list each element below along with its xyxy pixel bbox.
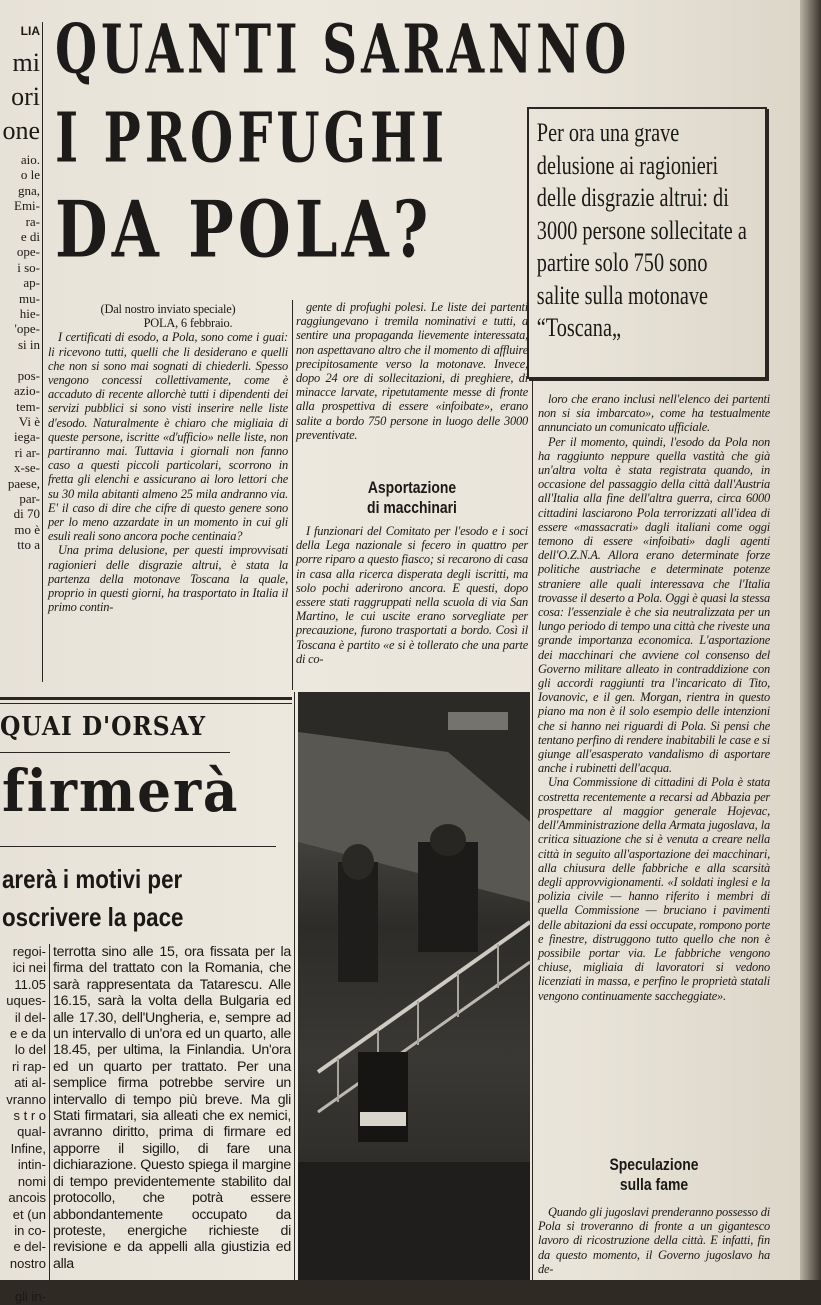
fragment-line: uques- [6, 993, 46, 1009]
fragment-line: e del- [13, 1239, 46, 1255]
fragment-line: regoi- [12, 944, 46, 959]
paragraph: Per il momento, quindi, l'esodo da Pola non ha raggiunto neppure quella vastità che già un'altra volta è stata registrata quando, in occasione del passaggio della città dall'Austria all'Italia alla fine dell'altra guerra, circa 6000 cittadini lasciarono Pola terrorizzati all'idea di essere «massacrati» dagli italiani come oggi temono di essere «infoibati» dagli agenti dell'O.Z.N.A. Allora erano determinate forze politiche austriache e determinate potenze straniere alle quali interessava che l'Italia trovasse il deserto a Pola. Oggi è quasi la stessa cosa: l'essenziale è che sia neutralizzata per un lungo periodo di tempo una città che riveste una grande importanza economica. L'asportazione dei macchinari che avviene col consenso del Governo militare alleato in contraddizione con gli accordi raggiunti tra l'incaricato di Tito, Iovanovic, e il gen. Morgan, rientra in questo piano ma non è il solo esempio delle intenzioni che si hanno nei riguardi di Pola. Si pensi che tentano perfino di rendere inabitabili le case e si giunge all'esasperato vandalismo di asportare anche i rubinetti dell'acqua. [538, 434, 770, 776]
fragment-line: tem- [16, 398, 40, 414]
fragment-line: ati al- [14, 1075, 46, 1091]
col1-body [48, 330, 288, 614]
subhead-machines [317, 478, 507, 518]
fragment-line [0, 1272, 46, 1288]
paragraph: Una Commissione di cittadini di Pola è stata costretta recentemente a recarsi ad Abbazia per prospettare al maggior generale Hojevac, dell'Amministrazione della Armata jugoslava, la critica situazione che si è venuta a creare nella città in seguito all'asportazione dei macchinari, alla chiusura delle fabbriche e alla scarsità degli approvvigionamenti. «I soldati inglesi e la polizia civile — hanno riferito i membri di quella Commissione — bruciano i pavimenti delle abitazioni da essi occupate, rompono porte e finestre, distruggono tutto quello che non è possibile portar via. Le fabbriche vengono chiuse, migliaia di lavoratori si vedono licenziati in massa, e perfino le proprietà statali vengono continuamente saccheggiate». [538, 775, 770, 1003]
deck-text: Per ora una grave delusione ai ragionieri delle disgrazie altrui: di 3000 persone sollecitate a partire solo 750 sono salite sulla motonave “Toscana„ [536, 118, 747, 342]
fragment-line: x-se- [14, 460, 40, 476]
fragment-line: i so- [17, 259, 40, 275]
fragment-line: si in [17, 336, 40, 352]
fragment-line [0, 352, 40, 367]
paragraph: Una prima delusione, per questi improvvisati ragionieri delle disgrazie altrui, è stata la partenza della motonave Toscana la quale, proprio in questi giorni, ha trasportato in Italia il primo contin- [48, 543, 288, 615]
paragraph: I certificati di esodo, a Pola, sono come i guai: li ricevono tutti, quelli che li desiderano e quelli che non si sono mai sognati di chiederli. Spesso vengono concessi collettivamente, come è accaduto di recente allorchè tutti i dipendenti dei servizi pubblici si sono visti inserire nelle liste d'esodo. Naturalmente è chiaro che migliaia di queste persone, iscritte «d'ufficio» nelle liste, non partiranno mai. Tuttavia i giornali non fanno caso a questi piccoli particolari, scorrono in fretta gli elenchi e assicurano ai loro lettori che su 30 mila abitanti almeno 25 mila andranno via. E' il caso di dire che cifre di questo genere sono per lo meno azzardate in un momento in cui gli esuli reali sono ancora poche centinaia? [48, 330, 288, 544]
fragment-line: mo è [14, 521, 40, 537]
quai-left-fragments [0, 944, 46, 1304]
fragment-line: ri ar- [14, 444, 40, 460]
fragment-line: mi [12, 48, 40, 77]
fragment-line: ancois [8, 1190, 46, 1206]
fragment-line: nomi [17, 1173, 46, 1189]
col2-body [296, 300, 528, 442]
fragment-line: par- [19, 490, 40, 506]
dateline-credit: (Dal nostro inviato speciale) [100, 302, 236, 316]
column-rule-1 [42, 22, 43, 682]
column-rule-3 [532, 380, 533, 1280]
quai-left-lines [0, 944, 46, 1305]
col3-body [538, 392, 770, 1003]
quai-column-rule [49, 944, 50, 1280]
paragraph: gente di profughi polesi. Le liste dei partenti raggiungevano i tremila nominativi e tutti, a sentire una propaganda lievemente interessata, non aspettavano altro che il momento di affluire precipitosamente verso la motonave. Invece, dopo 24 ore di sollecitazioni, di preghiere, di minacce larvate, ripetutamente messe di fronte alla prospettiva di essere «infoibate», erano salite a bordo 750 persone in luogo delle 3000 preventivate. [296, 300, 528, 442]
fragment-line: o le [20, 167, 40, 183]
left-fragment-column [0, 18, 40, 678]
fragment-line: vranno [6, 1091, 46, 1107]
paragraph: loro che erano inclusi nell'elenco dei partenti non si sia imbarcato», come ha testualmente annunciato un comunicato ufficiale. [538, 392, 770, 435]
quai-subhead-1: arerà i motivi per [2, 864, 183, 894]
article-column-1 [48, 302, 288, 682]
headline-line-2: I PROFUGHI [55, 97, 449, 179]
fragment-line: ra- [25, 213, 40, 229]
fragment-line: azio- [14, 383, 40, 399]
left-fragment-big [0, 46, 40, 148]
fragment-line: gna, [17, 182, 40, 198]
column-rule-photo [294, 692, 295, 1280]
fragment-line: aio. [20, 152, 40, 167]
photo-drawing [298, 692, 530, 1280]
fragment-line: pos- [17, 367, 40, 383]
article-column-3 [538, 392, 770, 1152]
fragment-line: in co- [14, 1222, 46, 1238]
fragment-line: one [2, 116, 40, 145]
quai-headline: firmerà [2, 757, 240, 825]
paragraph: I funzionari del Comitato per l'esodo e i soci della Lega nazionale si fecero in quattro per porre riparo a questo fiasco; si recarono di casa in casa alla ricerca disperata degli iscritti, ma solo pochi aderirono ancora. E questi, dopo essere stati raggruppati nella scuola di via San Martino, le cui uscite erano sorvegliate per precauzione, furono trasportati a bordo. Così il Toscana è partito «e si è tollerato che una parte di co- [296, 524, 528, 666]
quai-article-text: terrotta sino alle 15, ora fissata per la firma del trattato con la Romania, che sarà rappresentata da Tatarescu. Alle 16.15, sarà la volta della Bulgaria ed alle 17.30, dell'Ungheria, e, sempre ad un intervallo di un'ora ed un quarto, alle 18.45, per ultima, la Finlandia. Un'ora ed un quarto per trattato. Per una semplice firma potrebbe servire un intervallo di tempo più breve. Ma gli Stati firmatari, sia alleati che ex nemici, avranno diritto, prima di firmare ed apporre il sigillo, di fare una dichiarazione. Questo spiega il margine di tempo previdentemente stabilito dal protocollo, che potrà essere abbondantemente occupato da proteste, energiche richieste di revisione e da appelli alla giustizia ed alla [53, 944, 291, 1272]
fragment-line: intin- [17, 1157, 46, 1173]
fragment-line: tto a [17, 537, 40, 553]
subhead-speculation [559, 1155, 749, 1195]
quai-subhead-2: oscrivere la pace [2, 902, 184, 932]
fragment-line: Vi è [18, 413, 40, 429]
page-edge-shadow [800, 0, 821, 1280]
fragment-line: Infine, [10, 1140, 46, 1156]
fragment-line: mu- [19, 290, 40, 306]
article-column-2 [296, 300, 528, 475]
article-column-3b [538, 1205, 770, 1280]
subhead-machines-line2: di macchinari [367, 498, 457, 517]
fragment-line: Emi- [14, 198, 40, 214]
dateline-place: POLA, 6 febbraio. [143, 316, 233, 331]
column-rule-2 [292, 300, 293, 690]
fragment-line: lo del [14, 1042, 46, 1058]
fragment-line: e e da [9, 1026, 46, 1042]
fragment-line: paese, [7, 475, 40, 491]
paragraph: Quando gli jugoslavi prenderanno possesso di Pola si troveranno di fronte a un gigantesco lavoro di ricostruzione della città. E infatti, fin da questo momento, il Governo jugoslavo ha de- [538, 1205, 770, 1276]
fragment-line: 11.05 [14, 976, 46, 992]
section-rule-top [0, 697, 292, 700]
col3b-body [538, 1205, 770, 1276]
fragment-line: di 70 [13, 506, 40, 522]
fragment-line: il del- [14, 1009, 46, 1025]
section-rule-top-2 [0, 703, 292, 704]
quai-kicker-underline [0, 752, 230, 753]
quai-article [53, 944, 291, 1280]
subhead-speculation-line1: Speculazione [609, 1155, 699, 1174]
fragment-line: ap- [23, 275, 40, 291]
fragment-line: iega- [14, 429, 40, 445]
fragment-line: ri rap- [12, 1058, 46, 1074]
article-column-2b [296, 524, 528, 688]
left-fragment-header: LIA [20, 24, 40, 38]
fragment-line: e di [20, 229, 40, 245]
fragment-line: ori [11, 82, 40, 111]
quai-headline-rule [0, 846, 276, 847]
fragment-line: et (un [12, 1206, 46, 1222]
fragment-line: ope- [16, 244, 40, 260]
subhead-machines-line1: Asportazione [367, 478, 457, 497]
fragment-line: ici nei [12, 960, 46, 976]
deck-box [527, 107, 767, 379]
fragment-line: gli in- [14, 1288, 46, 1304]
fragment-line: hie- [19, 306, 40, 322]
quai-kicker: QUAI D'ORSAY [0, 712, 207, 742]
photo-ship-gangway [298, 692, 530, 1280]
headline-line-1: QUANTI SARANNO [55, 9, 631, 89]
fragment-line: qual- [17, 1124, 46, 1140]
col2b-body [296, 524, 528, 666]
headline-line-3: DA POLA? [55, 184, 433, 276]
fragment-line: nostro [9, 1255, 46, 1271]
fragment-line: 'ope- [14, 321, 40, 337]
fragment-line: s t r o [13, 1108, 46, 1124]
left-fragment-lines [0, 152, 40, 553]
subhead-speculation-line2: sulla fame [619, 1175, 689, 1194]
